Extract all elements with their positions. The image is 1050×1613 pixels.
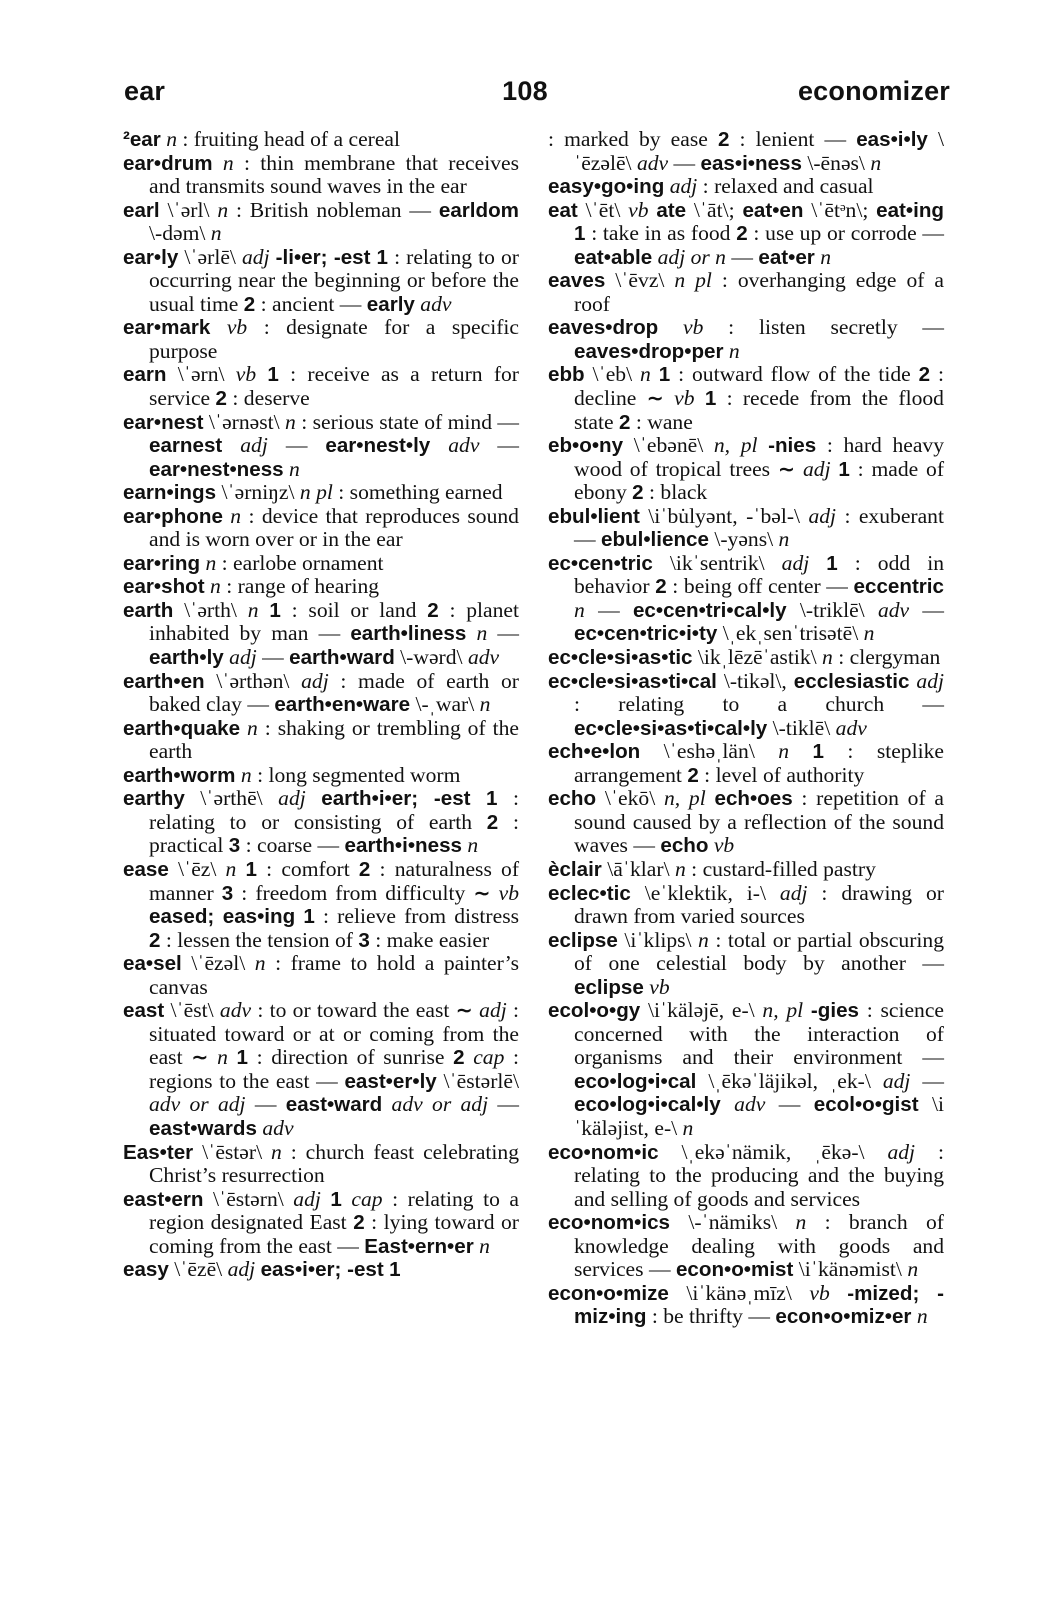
dictionary-entry: easy \ˈēzē\ adj eas•i•er; -est 1: [123, 1257, 401, 1282]
dictionary-entry: eb•o•ny \ˈebənē\ n, pl -nies : hard heavy wood of tropical trees ∼ adj 1 : made of ebony 2 : black: [548, 433, 945, 505]
dictionary-entry: ea•sel \ˈēzəl\ n : frame to hold a painter’s canvas: [123, 951, 519, 999]
dictionary-entry: earthy \ˈərthē\ adj earth•i•er; -est 1 : relating to or consisting of earth 2 : practical 3 : coarse — earth•i•ness n: [123, 786, 519, 858]
dictionary-entry: èclair \āˈklar\ n : custard-filled pastry: [548, 856, 876, 881]
dictionary-entry: earn•ings \ˈərniŋz\ n pl : something earned: [123, 480, 503, 505]
dictionary-entry: earth•worm n : long segmented worm: [123, 762, 461, 787]
dictionary-entry: earth•quake n : shaking or trembling of the earth: [123, 715, 519, 764]
dictionary-entry: eaves•drop vb : listen secretly — eaves•drop•per n: [548, 315, 944, 363]
dictionary-entry: eat \ˈēt\ vb ate \ˈāt\; eat•en \ˈētᵊn\; eat•ing 1 : take in as food 2 : use up or corrode — eat•able adj or n — eat•er n: [548, 197, 944, 269]
dictionary-entry: earl \ˈərl\ n : British nobleman — earldom \-dəm\ n: [123, 197, 519, 246]
dictionary-entry: eclipse \iˈklips\ n : total or partial obscuring of one celestial body by another — eclipse vb: [548, 927, 944, 999]
dictionary-entry: : marked by ease 2 : lenient — eas•i•ly \ˈēzəlē\ adv — eas•i•ness \-ēnəs\ n: [548, 127, 944, 175]
dictionary-entry: ear•mark vb : designate for a specific purpose: [123, 315, 519, 363]
dictionary-entry: east \ˈēst\ adv : to or toward the east ∼ adj : situated toward or at or coming from the east ∼ n 1 : direction of sunrise 2 cap : regions to the east — east•er•ly \ˈēstərlē\ adv or adj — east•ward adv or adj — east•wards adv: [123, 998, 520, 1140]
dictionary-entry: ec•cle•si•as•ti•cal \-tikəl\, ecclesiastic adj : relating to a church — ec•cle•si•as•ti•cal•ly \-tiklē\ adv: [548, 668, 944, 740]
dictionary-entry: ²ear n : fruiting head of a cereal: [123, 127, 401, 151]
dictionary-entry: east•ern \ˈēstərn\ adj 1 cap : relating to a region designated East 2 : lying toward or coming from the east — East•ern•er n: [123, 1186, 520, 1258]
dictionary-entry: ech•e•lon \ˈeshəˌlän\ n 1 : steplike arrangement 2 : level of authority: [548, 739, 944, 787]
dictionary-entry: ear•nest \ˈərnəst\ n : serious state of mind — earnest adj — ear•nest•ly adv — ear•nest•ness n: [123, 409, 519, 481]
dictionary-entry: ebul•lient \iˈbu̇lyənt, -ˈbəl-\ adj : exuberant — ebul•lience \-yəns\ n: [548, 503, 944, 552]
dictionary-entry: ear•phone n : device that reproduces sound and is worn over or in the ear: [123, 503, 519, 552]
dictionary-entry: earth \ˈərth\ n 1 : soil or land 2 : planet inhabited by man — earth•liness n — earth•ly adj — earth•ward \-wərd\ adv: [123, 597, 520, 670]
dictionary-entry: earn \ˈərn\ vb 1 : receive as a return for service 2 : deserve: [123, 362, 519, 411]
right-column: [548, 128, 944, 1329]
dictionary-entry: Eas•ter \ˈēstər\ n : church feast celebrating Christ’s resurrection: [123, 1139, 519, 1188]
dictionary-entry: easy•go•ing adj : relaxed and casual: [548, 174, 874, 199]
guide-word-left: ear: [124, 76, 166, 106]
dictionary-entry: ear•shot n : range of hearing: [123, 574, 380, 599]
dictionary-entry: ear•ring n : earlobe ornament: [123, 550, 384, 575]
left-column: [123, 128, 519, 1282]
guide-word-right: economizer: [797, 76, 950, 106]
dictionary-entry: eco•nom•ics \-ˈnämiks\ n : branch of knowledge dealing with goods and services — econ•o•mist \iˈkänəmist\ n: [548, 1210, 944, 1282]
dictionary-entry: ear•ly \ˈərlē\ adj -li•er; -est 1 : relating to or occurring near the beginning or before the usual time 2 : ancient — early adv: [123, 244, 519, 316]
dictionary-entry: echo \ˈekō\ n, pl ech•oes : repetition of a sound caused by a reflection of the sound waves — echo vb: [548, 786, 945, 858]
page-number: 108: [502, 76, 548, 106]
dictionary-entry: econ•o•mize \iˈkänəˌmīz\ vb -mized; -miz•ing : be thrifty — econ•o•miz•er n: [548, 1280, 944, 1329]
dictionary-entry: earth•en \ˈərthən\ adj : made of earth or baked clay — earth•en•ware \-ˌwar\ n: [123, 668, 519, 717]
dictionary-entry: eaves \ˈēvz\ n pl : overhanging edge of a roof: [548, 268, 944, 316]
dictionary-entry: ebb \ˈeb\ n 1 : outward flow of the tide 2 : decline ∼ vb 1 : recede from the flood state 2 : wane: [548, 362, 944, 434]
dictionary-entry: ear•drum n : thin membrane that receives and transmits sound waves in the ear: [123, 150, 519, 199]
dictionary-entry: eclec•tic \eˈklektik, i-\ adj : drawing or drawn from varied sources: [548, 880, 944, 929]
dictionary-entry: ecol•o•gy \iˈkäləjē, e-\ n, pl -gies : science concerned with the interaction of organisms and their environment — eco•log•i•cal \ˌēkəˈläjikəl, ˌek-\ adj — eco•log•i•cal•ly adv — ecol•o•gist \iˈkäləjist, e-\ n: [548, 998, 945, 1140]
dictionary-entry: ec•cle•si•as•tic \ikˌlēzēˈastik\ n : clergyman: [548, 645, 941, 670]
dictionary-entry: ec•cen•tric \ikˈsentrik\ adj 1 : odd in behavior 2 : being off center — eccentric n — ec•cen•tri•cal•ly \-triklē\ adv — ec•cen•tric•i•ty \ˌekˌsenˈtrisətē\ n: [548, 550, 945, 646]
dictionary-entry: eco•nom•ic \ˌekəˈnämik, ˌēkə-\ adj : relating to the producing and the buying and selling of goods and services: [548, 1139, 944, 1211]
dictionary-entry: ease \ˈēz\ n 1 : comfort 2 : naturalness of manner 3 : freedom from difficulty ∼ vb eased; eas•ing 1 : relieve from distress 2 : lessen the tension of 3 : make easier: [123, 856, 520, 952]
